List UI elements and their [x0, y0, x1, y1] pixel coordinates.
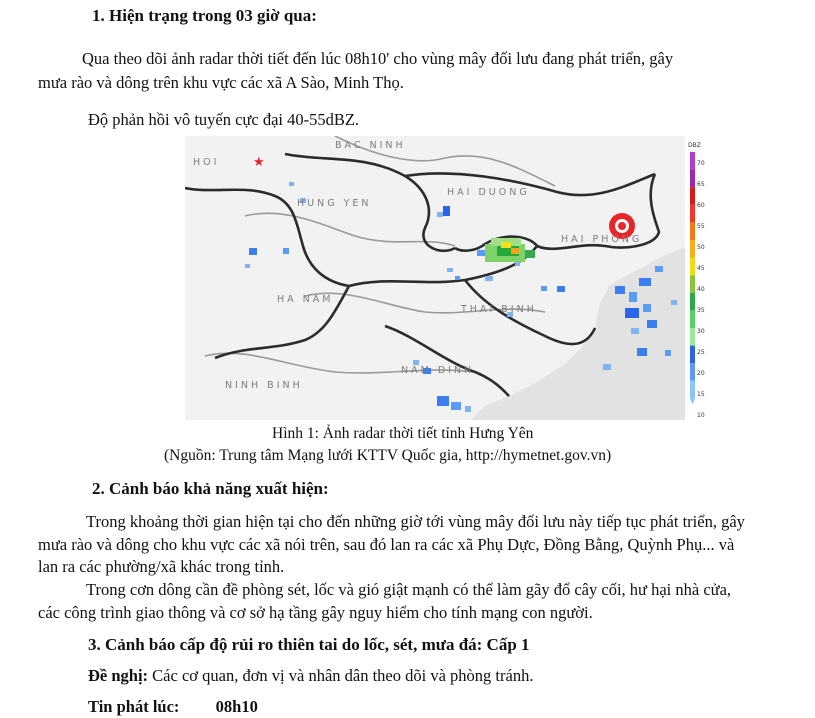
scale-tick-label: 50 [697, 244, 705, 251]
recommend-label: Đề nghị: [88, 666, 149, 685]
scale-tick-label: 65 [697, 181, 705, 188]
map-label-thai-binh: THAI BINH [461, 304, 537, 315]
section-2-paragraph-line: lan ra các phường/xã khác trong tỉnh. [38, 557, 285, 576]
reflectivity-line: Độ phản hồi vô tuyến cực đại 40-55dBZ. [88, 110, 360, 129]
scale-color-segment [690, 187, 695, 205]
scale-tick-label: 55 [697, 223, 705, 230]
recommendation [88, 666, 533, 686]
radar-map-svg [185, 136, 709, 420]
scale-color-segment [690, 152, 695, 170]
dbz-color-scale [685, 136, 709, 420]
map-label-hung-yen: HUNG YEN [297, 198, 372, 209]
map-label-nam-dinh: NAM DINH [401, 365, 475, 376]
scale-unit: DBZ [688, 142, 701, 149]
scale-color-segment [690, 346, 695, 364]
recommend-text: Các cơ quan, đơn vị và nhân dân theo dõi và phòng tránh. [152, 666, 534, 685]
map-label-hoi: HOI [193, 157, 220, 168]
scale-tick-label: 15 [697, 391, 705, 398]
scale-tick-label: 60 [697, 202, 705, 209]
scale-tick-label: 35 [697, 307, 705, 314]
section-1-heading: 1. Hiện trạng trong 03 giờ qua: [92, 6, 317, 25]
figure-caption: Hình 1: Ảnh radar thời tiết tỉnh Hưng Yên [272, 425, 534, 442]
scale-tick-label: 25 [697, 349, 705, 356]
section-2-paragraph-line: các công trình giao thông và cơ sở hạ tầng gây nguy hiểm cho tính mạng con người. [38, 603, 593, 622]
scale-color-segment [690, 381, 695, 399]
capital-star-icon: ★ [253, 155, 265, 170]
figure-source: (Nguồn: Trung tâm Mạng lưới KTTV Quốc gia, http://hymetnet.gov.vn) [164, 447, 612, 464]
map-label-hai-phong: HAI PHONG [561, 234, 643, 245]
scale-tick-label: 40 [697, 286, 705, 293]
map-label-hai-duong: HAI DUONG [447, 187, 530, 198]
issue-time: 08h10 [215, 697, 258, 716]
scale-color-segment [690, 205, 695, 223]
section-2-paragraph-line: mưa rào và dông cho khu vực các xã nói trên, sau đó lan ra các xã Phụ Dực, Đồng Bằng, Quỳnh Phụ... và [38, 535, 735, 554]
section-2-paragraph-line: Trong cơn dông cần đề phòng sét, lốc và gió giật mạnh có thể làm gãy đổ cây cối, hư hại nhà cửa, [86, 580, 732, 599]
scale-color-segment [690, 293, 695, 311]
issue-label: Tin phát lúc: [88, 697, 180, 716]
scale-tick-label: 70 [697, 160, 705, 167]
scale-tick-label: 30 [697, 328, 705, 335]
scale-color-segment [690, 328, 695, 346]
section-2-paragraph-line: Trong khoảng thời gian hiện tại cho đến những giờ tới vùng mây đối lưu này tiếp tục phát triển, gây [86, 512, 745, 531]
scale-color-segment [690, 240, 695, 258]
scale-color-segment [690, 363, 695, 381]
map-label-ninh-binh: NINH BINH [225, 380, 303, 391]
scale-color-segment [690, 170, 695, 188]
section-1-paragraph-line: Qua theo dõi ảnh radar thời tiết đến lúc 08h10' cho vùng mây đối lưu đang phát triển, gây [82, 49, 674, 68]
map-label-bac-ninh: BAC NINH [335, 140, 406, 151]
scale-color-segment [690, 222, 695, 240]
scale-tick-label: 45 [697, 265, 705, 272]
scale-bar [690, 152, 695, 404]
scale-tick-label: 10 [697, 412, 705, 419]
section-2-heading: 2. Cảnh báo khả năng xuất hiện: [92, 479, 329, 498]
scale-color-segment [690, 310, 695, 328]
section-3-heading: 3. Cảnh báo cấp độ rủi ro thiên tai do lốc, sét, mưa đá: Cấp 1 [88, 635, 530, 654]
radar-image [185, 136, 709, 420]
map-label-ha-nam: HA NAM [277, 294, 334, 305]
section-1-paragraph-line: mưa rào và dông trên khu vực các xã A Sào, Minh Thọ. [38, 73, 404, 92]
scale-tick-label: 20 [697, 370, 705, 377]
scale-color-segment [690, 275, 695, 293]
scale-color-segment [690, 258, 695, 276]
issue-time-row [88, 697, 258, 717]
